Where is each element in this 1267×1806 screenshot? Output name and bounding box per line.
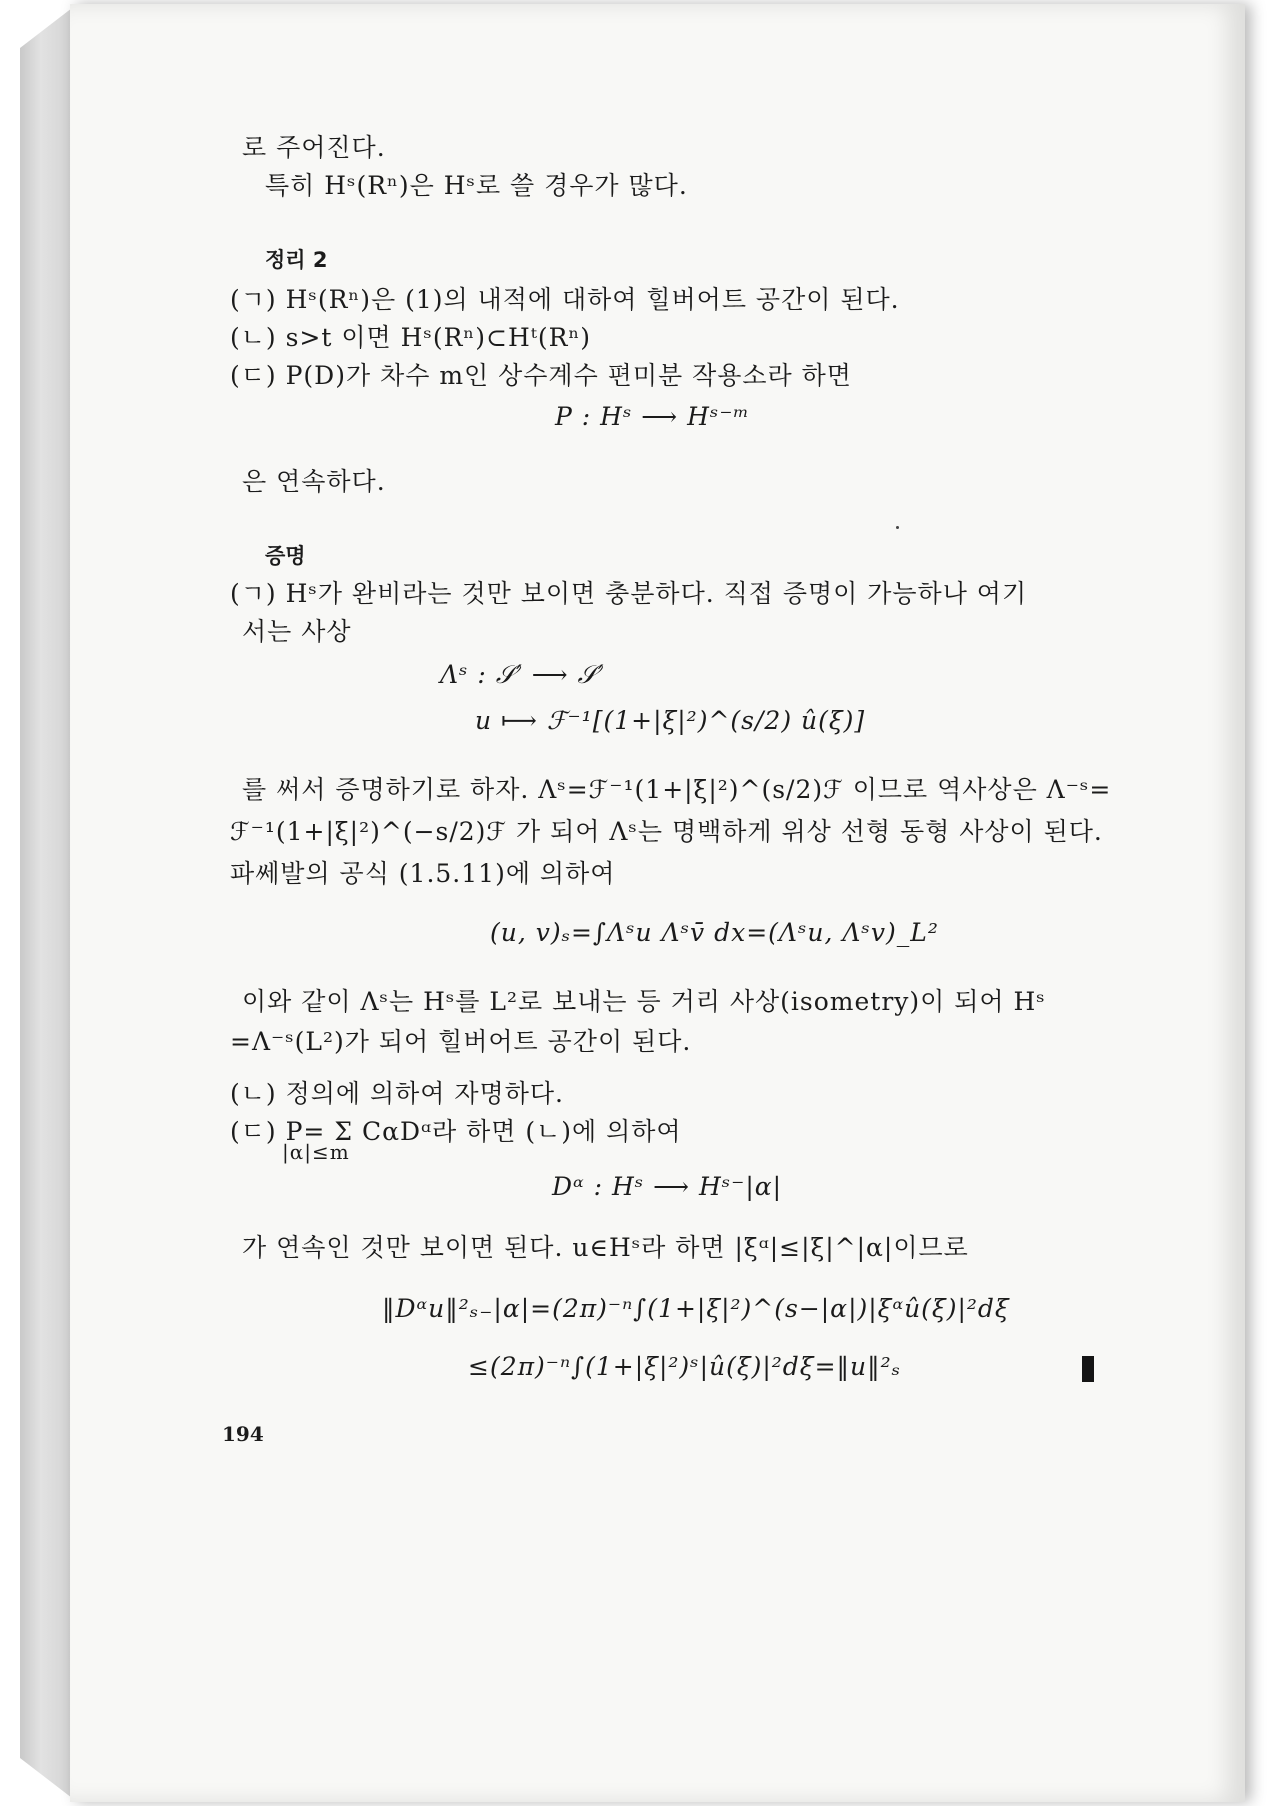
- text-line: 를 써서 증명하기로 하자. Λˢ=ℱ⁻¹(1+|ξ|²)^(s/2)ℱ 이므로 역사상은 Λ⁻ˢ=: [242, 775, 1112, 804]
- proof-heading: 증명: [265, 544, 306, 568]
- qed-mark: [1082, 1356, 1094, 1382]
- text-line: 로 주어진다.: [242, 133, 386, 162]
- page-number: 194: [222, 1422, 264, 1446]
- display-equation: (u, v)ₛ=∫Λˢu Λˢv̄ dx=(Λˢu, Λˢv)_L²: [490, 918, 939, 947]
- book-spine: [20, 8, 72, 1798]
- text-line: 특히 Hˢ(Rⁿ)은 Hˢ로 쓸 경우가 많다.: [265, 171, 688, 200]
- display-equation: P : Hˢ ⟶ Hˢ⁻ᵐ: [555, 402, 750, 431]
- text-line: 가 연속인 것만 보이면 된다. u∈Hˢ라 하면 |ξᵅ|≤|ξ|^|α|이므로: [242, 1233, 969, 1262]
- summation-subscript: |α|≤m: [282, 1140, 350, 1164]
- speck: [896, 526, 899, 529]
- display-equation: ‖Dᵅu‖²ₛ₋|α|=(2π)⁻ⁿ∫(1+|ξ|²)^(s−|α|)|ξᵅû(ξ)|²dξ: [382, 1294, 1010, 1323]
- text-line: =Λ⁻ˢ(L²)가 되어 힐버어트 공간이 된다.: [230, 1027, 692, 1056]
- text-line: (ㄱ) Hˢ가 완비라는 것만 보이면 충분하다. 직접 증명이 가능하나 여기: [230, 579, 1028, 608]
- text-line: (ㄷ) P(D)가 차수 m인 상수계수 편미분 작용소라 하면: [230, 361, 852, 390]
- text-line: (ㄴ) 정의에 의하여 자명하다.: [230, 1079, 564, 1108]
- display-equation: ≤(2π)⁻ⁿ∫(1+|ξ|²)ˢ|û(ξ)|²dξ=‖u‖²ₛ: [468, 1352, 902, 1381]
- text-line: (ㄷ) P= Σ CαDᵅ라 하면 (ㄴ)에 의하여: [230, 1117, 682, 1146]
- text-line: 서는 사상: [242, 617, 352, 646]
- text-line: 이와 같이 Λˢ는 Hˢ를 L²로 보내는 등 거리 사상(isometry)이 되어 Hˢ: [242, 987, 1046, 1016]
- display-equation: u ⟼ ℱ⁻¹[(1+|ξ|²)^(s/2) û(ξ)]: [475, 706, 866, 735]
- text-line: (ㄱ) Hˢ(Rⁿ)은 (1)의 내적에 대하여 힐버어트 공간이 된다.: [230, 285, 900, 314]
- text-line: 파쎄발의 공식 (1.5.11)에 의하여: [230, 859, 616, 888]
- theorem-heading: 정리 2: [265, 248, 328, 272]
- display-equation: Λˢ : 𝒮′ ⟶ 𝒮′: [440, 660, 605, 689]
- text-line: (ㄴ) s>t 이면 Hˢ(Rⁿ)⊂Hᵗ(Rⁿ): [230, 323, 592, 352]
- book-page: [70, 4, 1245, 1802]
- display-equation: Dᵅ : Hˢ ⟶ Hˢ⁻|α|: [552, 1172, 783, 1201]
- text-line: ℱ⁻¹(1+|ξ|²)^(−s/2)ℱ 가 되어 Λˢ는 명백하게 위상 선형 동형 사상이 된다.: [230, 817, 1103, 846]
- text-line: 은 연속하다.: [242, 467, 386, 496]
